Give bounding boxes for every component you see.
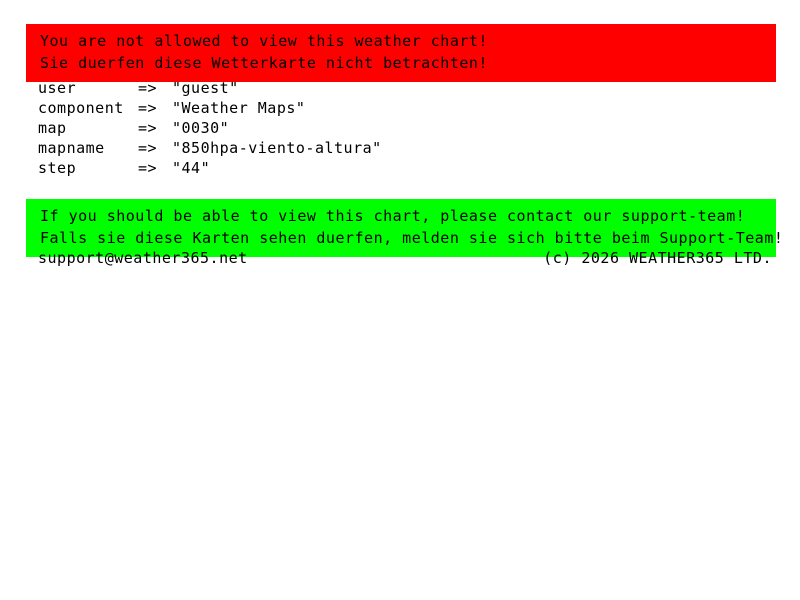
error-banner <box>26 24 776 82</box>
parameter-arrow: => <box>138 139 158 157</box>
parameter-row-map <box>38 118 382 138</box>
parameter-key: component <box>38 99 124 117</box>
support-email-link[interactable]: support@weather365.net <box>38 249 248 267</box>
parameter-list <box>38 78 382 178</box>
parameter-key: step <box>38 159 77 177</box>
support-banner-line-de: Falls sie diese Karten sehen duerfen, melden sie sich bitte beim Support-Team! <box>40 229 784 247</box>
parameter-row-step <box>38 158 382 178</box>
parameter-arrow: => <box>138 99 158 117</box>
parameter-row-user <box>38 78 382 98</box>
parameter-arrow: => <box>138 159 158 177</box>
error-banner-line-de: Sie duerfen diese Wetterkarte nicht betrachten! <box>40 54 488 72</box>
parameter-value: "guest" <box>172 79 239 97</box>
parameter-arrow: => <box>138 119 158 137</box>
parameter-key: mapname <box>38 139 105 157</box>
parameter-key: user <box>38 79 77 97</box>
copyright-text: (c) 2026 WEATHER365 LTD. <box>543 249 772 267</box>
parameter-value: "44" <box>172 159 211 177</box>
parameter-value: "850hpa-viento-altura" <box>172 139 382 157</box>
error-banner-line-en: You are not allowed to view this weather chart! <box>40 32 488 50</box>
parameter-value: "0030" <box>172 119 230 137</box>
parameter-key: map <box>38 119 67 137</box>
parameter-row-mapname <box>38 138 382 158</box>
parameter-row-component <box>38 98 382 118</box>
footer <box>38 249 772 267</box>
parameter-arrow: => <box>138 79 158 97</box>
support-banner-line-en: If you should be able to view this chart, please contact our support-team! <box>40 207 746 225</box>
parameter-value: "Weather Maps" <box>172 99 306 117</box>
